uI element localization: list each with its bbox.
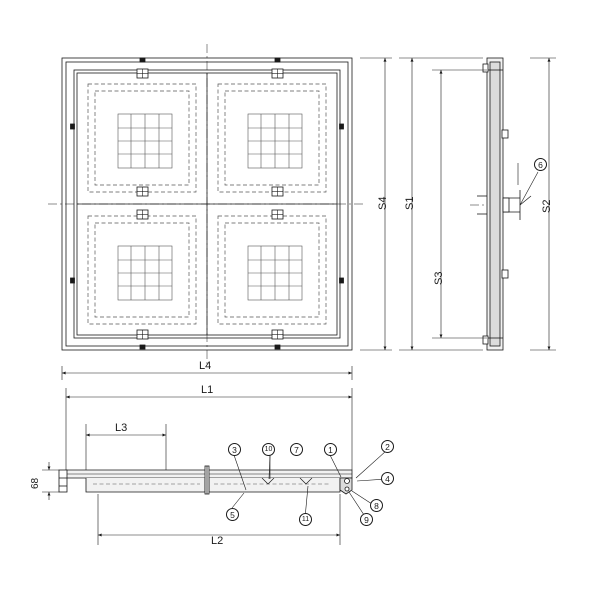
plan-dimension-lines (62, 58, 392, 380)
dimension-label-s3: S3 (433, 271, 445, 285)
dimension-label-s1: S1 (404, 196, 416, 210)
callout-9: 9 (360, 513, 373, 526)
callout-11: 11 (299, 513, 312, 526)
plan-view-group (48, 44, 366, 366)
callout-5: 5 (226, 508, 239, 521)
dimension-label-s2: S2 (541, 199, 553, 213)
callout-3: 3 (228, 443, 241, 456)
dimension-label-l4: L4 (199, 360, 212, 372)
side-section-view-group (470, 58, 531, 350)
callout-1: 1 (324, 443, 337, 456)
dimension-label-s4: S4 (377, 196, 389, 210)
callout-7: 7 (290, 443, 303, 456)
dimension-label-l2: L2 (211, 535, 224, 547)
callout-2: 2 (381, 440, 394, 453)
callout-6: 6 (534, 158, 547, 171)
dimension-label-l1: L1 (201, 384, 214, 396)
callout-10: 10 (262, 443, 275, 456)
dimension-label-l3: L3 (115, 422, 128, 434)
callout-4: 4 (381, 472, 394, 485)
callout-8: 8 (370, 499, 383, 512)
elevation-view-group (59, 466, 352, 494)
dimension-label-thickness: 68 (30, 477, 41, 489)
side-dimension-lines (399, 58, 556, 350)
